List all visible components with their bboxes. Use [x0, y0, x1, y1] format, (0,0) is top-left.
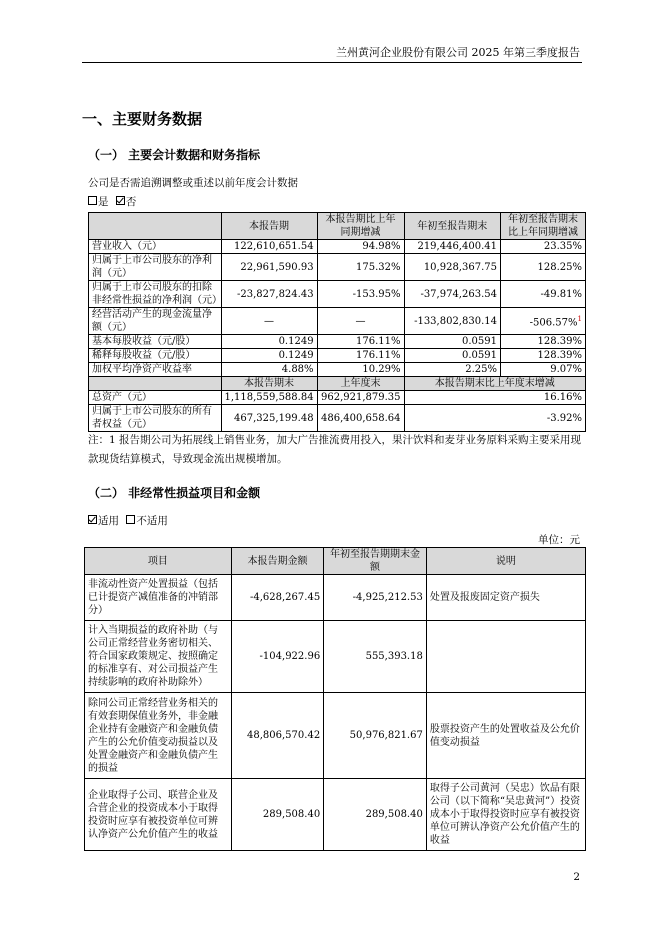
cell: 486,400,658.64: [317, 405, 404, 432]
cell: 2.25%: [404, 363, 500, 377]
table-row: [89, 240, 586, 254]
cell: 0.1249: [221, 335, 317, 349]
footnote-mark: 1: [577, 314, 582, 323]
header-cell: 上年度末: [317, 377, 404, 391]
checkbox-yes[interactable]: [88, 196, 97, 205]
checkbox-no-checked[interactable]: [116, 196, 125, 205]
row-label: 非流动性资产处置损益（包括已计提资产减值准备的冲销部分）: [85, 575, 232, 621]
financial-data-table: [88, 212, 586, 432]
cell: 16.16%: [404, 391, 585, 405]
table-header-row-2: [89, 377, 586, 391]
report-header: 兰州黄河企业股份有限公司 2025 年第三季度报告: [336, 46, 580, 59]
table-row: [89, 308, 586, 335]
option-no-label: 否: [125, 196, 137, 208]
table-row: [89, 349, 586, 363]
cell: -49.81%: [500, 281, 585, 308]
cell: 10.29%: [317, 363, 404, 377]
unit-label: 单位：元: [538, 534, 580, 546]
header-cell: 本报告期末: [221, 377, 317, 391]
cell: 289,508.40: [231, 779, 323, 851]
header-cell: [89, 377, 222, 391]
header-divider: [82, 62, 582, 63]
header-cell: 年初至报告期末: [404, 213, 500, 240]
cell: -4,925,212.53: [324, 575, 427, 621]
cell: —: [317, 308, 404, 335]
row-label: 总资产（元）: [89, 391, 222, 405]
table-row: [85, 779, 586, 851]
table-row: [85, 621, 586, 693]
non-recurring-items-table: [84, 547, 586, 851]
header-cell: 项目: [85, 548, 232, 575]
cell: -3.92%: [404, 405, 585, 432]
cell: —: [221, 308, 317, 335]
cell: 48,806,570.42: [231, 693, 323, 779]
cell: 175.32%: [317, 254, 404, 281]
cell: 取得子公司黄河（吴忠）饮品有限公司（以下简称“吴忠黄河”）投资成本小于取得投资时应享有被投资单位可辨认净资产公允价值产生的收益: [426, 779, 585, 851]
row-label: 归属于上市公司股东的扣除非经常性损益的净利润（元）: [89, 281, 222, 308]
row-label: 除同公司正常经营业务相关的有效套期保值业务外，非金融企业持有金融资产和金融负债产生的公允价值变动损益以及处置金融资产和金融负债产生的损益: [85, 693, 232, 779]
cell: 0.0591: [404, 349, 500, 363]
row-label: 营业收入（元）: [89, 240, 222, 254]
table-row: [89, 335, 586, 349]
cell: 10,928,367.75: [404, 254, 500, 281]
header-cell: [89, 213, 222, 240]
table-row: [85, 575, 586, 621]
cell: -133,802,830.14: [404, 308, 500, 335]
cell: 128.39%: [500, 335, 585, 349]
row-label: 基本每股收益（元/股）: [89, 335, 222, 349]
cell: 176.11%: [317, 349, 404, 363]
header-cell: 年初至报告期期末金额: [324, 548, 427, 575]
retro-options: [88, 194, 136, 209]
cell: [500, 308, 585, 335]
cell: -4,628,267.45: [231, 575, 323, 621]
cell: -153.95%: [317, 281, 404, 308]
cell: -104,922.96: [231, 621, 323, 693]
table-row: [89, 405, 586, 432]
cell: 289,508.40: [324, 779, 427, 851]
not-applicable-label: 不适用: [136, 515, 168, 527]
table-header-row: [89, 213, 586, 240]
footnote: 注：1 报告期公司为拓展线上销售业务，加大广告推流费用投入，果汁饮料和麦芽业务原料采购主要采用现款现货结算模式，导致现金流出规模增加。: [88, 434, 582, 465]
checkbox-not-applicable[interactable]: [126, 515, 135, 524]
cell: 9.07%: [500, 363, 585, 377]
cell: 0.1249: [221, 349, 317, 363]
table-row: [89, 254, 586, 281]
row-label: 归属于上市公司股东的所有者权益（元）: [89, 405, 222, 432]
row-label: 归属于上市公司股东的净利润（元）: [89, 254, 222, 281]
cell: [426, 621, 585, 693]
cell: 122,610,651.54: [221, 240, 317, 254]
retro-question: 公司是否需追溯调整或重述以前年度会计数据: [88, 177, 298, 189]
cell: 467,325,199.48: [221, 405, 317, 432]
cell: 128.39%: [500, 349, 585, 363]
subsection-title-2: （二） 非经常性损益项目和金额: [88, 486, 261, 500]
page-number: 2: [573, 871, 580, 883]
subsection-title-1: （一） 主要会计数据和财务指标: [88, 148, 261, 162]
cell: 176.11%: [317, 335, 404, 349]
header-cell: 本报告期: [221, 213, 317, 240]
row-label: 企业取得子公司、联营企业及合营企业的投资成本小于取得投资时应享有被投资单位可辨认净资产公允价值产生的收益: [85, 779, 232, 851]
cell: 1,118,559,588.84: [221, 391, 317, 405]
cell: 50,976,821.67: [324, 693, 427, 779]
row-label: 稀释每股收益（元/股）: [89, 349, 222, 363]
row-label: 计入当期损益的政府补助（与公司正常经营业务密切相关、符合国家政策规定、按照确定的标准享有、对公司损益产生持续影响的政府补助除外）: [85, 621, 232, 693]
cell: 555,393.18: [324, 621, 427, 693]
cell: 22,961,590.93: [221, 254, 317, 281]
applicable-options: [88, 513, 168, 528]
cell-value: -506.57%: [529, 317, 578, 329]
applicable-label: 适用: [98, 515, 119, 527]
row-label: 加权平均净资产收益率: [89, 363, 222, 377]
cell: -23,827,824.43: [221, 281, 317, 308]
cell: 0.0591: [404, 335, 500, 349]
table-row: [89, 281, 586, 308]
cell: 94.98%: [317, 240, 404, 254]
table-header-row: [85, 548, 586, 575]
cell: 股票投资产生的处置收益及公允价值变动损益: [426, 693, 585, 779]
header-cell: 本报告期末比上年度末增减: [404, 377, 585, 391]
row-label: 经营活动产生的现金流量净额（元）: [89, 308, 222, 335]
section-title: 一、主要财务数据: [82, 110, 203, 128]
cell: -37,974,263.54: [404, 281, 500, 308]
cell: 128.25%: [500, 254, 585, 281]
header-cell: 本报告期金额: [231, 548, 323, 575]
header-cell: 年初至报告期末比上年同期增减: [500, 213, 585, 240]
option-yes-label: 是: [98, 196, 109, 208]
table-row: [89, 363, 586, 377]
checkbox-applicable-checked[interactable]: [88, 515, 97, 524]
header-cell: 说明: [426, 548, 585, 575]
cell: 219,446,400.41: [404, 240, 500, 254]
header-cell: 本报告期比上年同期增减: [317, 213, 404, 240]
table-row: [85, 693, 586, 779]
cell: 4.88%: [221, 363, 317, 377]
cell: 处置及报废固定资产损失: [426, 575, 585, 621]
cell: 962,921,879.35: [317, 391, 404, 405]
cell: 23.35%: [500, 240, 585, 254]
table-row: [89, 391, 586, 405]
